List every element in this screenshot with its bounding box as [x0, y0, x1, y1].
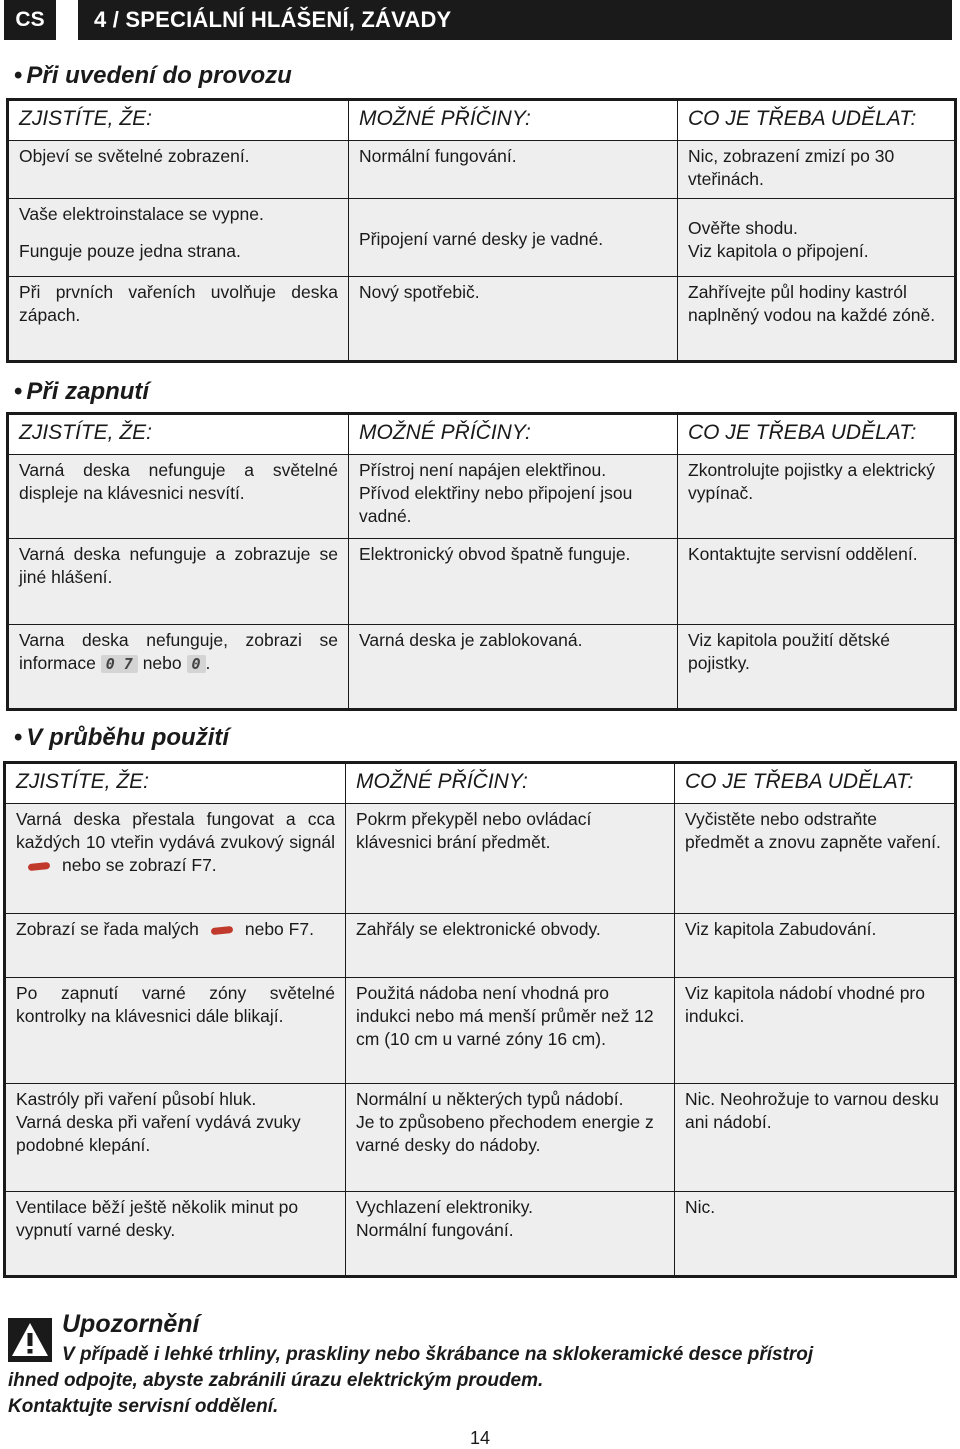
cell-cause: Použitá nádoba není vhodná pro indukci nebo má menší průměr než 12 cm (10 cm u varné zóny 16 cm). [346, 978, 675, 1084]
col-header-action: CO JE TŘEBA UDĚLAT: [675, 764, 955, 804]
cell-line: Přístroj není napájen elektřinou. [359, 460, 607, 480]
page-title: 4 / SPECIÁLNÍ HLÁŠENÍ, ZÁVADY [78, 0, 952, 40]
cell-found: Po zapnutí varné zóny světelné kontrolky na klávesnici dále blikají. [6, 978, 346, 1084]
col-header-found: ZJISTÍTE, ŽE: [9, 415, 349, 455]
warning-line: V případě i lehké trhliny, praskliny nebo škrábance na sklokeramické desce přístroj [62, 1344, 814, 1365]
display-code-07: 0 7 [101, 655, 138, 673]
cell-line: Je to způsobeno přechodem energie z varné desky do nádoby. [356, 1112, 654, 1155]
display-code-0: 0 [187, 655, 206, 673]
section-title-startup: • Při uvedení do provozu [14, 62, 292, 89]
table-header-row [9, 415, 955, 455]
cell-action: Viz kapitola Zabudování. [675, 914, 955, 978]
cell-cause [346, 1192, 675, 1276]
table-row [6, 1192, 955, 1276]
cell-line: Funguje pouze jedna strana. [19, 241, 241, 261]
cell-cause: Připojení varné desky je vadné. [349, 199, 678, 277]
cell-cause: Varná deska je zablokovaná. [349, 625, 678, 709]
cell-line: Varná deska při vaření vydává zvuky podobné klepání. [16, 1112, 301, 1155]
table-row [9, 539, 955, 625]
section-title-switch-on: • Při zapnutí [14, 378, 150, 405]
cell-line: Vaše elektroinstalace se vypne. [19, 204, 264, 224]
cell-line: Ověřte shodu. [688, 217, 798, 238]
cell-line: Přívod elektřiny nebo připojení jsou vadné. [359, 483, 633, 526]
table-row [6, 978, 955, 1084]
cell-line: Viz kapitola o připojení. [688, 240, 869, 261]
cell-line: Kastróly při vaření působí hluk. [16, 1089, 257, 1109]
col-header-found: ZJISTÍTE, ŽE: [9, 101, 349, 141]
cell-action: Viz kapitola použití dětské pojistky. [678, 625, 955, 709]
cell-found: Při prvních vařeních uvolňuje deska zápach. [9, 277, 349, 361]
cell-action: Zahřívejte půl hodiny kastról naplněný vodou na každé zóně. [678, 277, 955, 361]
section-title-during-use: • V průběhu použití [14, 724, 230, 751]
table-row [6, 1084, 955, 1192]
warning-line: Kontaktujte servisní oddělení. [8, 1396, 279, 1417]
cell-found [6, 1084, 346, 1192]
table-row [9, 625, 955, 709]
cell-cause: Pokrm překypěl nebo ovládací klávesnici brání předmět. [346, 804, 675, 914]
cell-line: Normální fungování. [356, 1220, 514, 1240]
cell-found: Varná deska nefunguje a světelné displeje na klávesnici nesvítí. [9, 455, 349, 539]
table-header-row [6, 764, 955, 804]
signal-dash-icon [28, 862, 51, 871]
warning-line: ihned odpojte, abyste zabránili úrazu elektrickým proudem. [8, 1370, 544, 1391]
cell-text: . [205, 653, 211, 673]
section-title-text: Při zapnutí [26, 378, 150, 405]
col-header-action: CO JE TŘEBA UDĚLAT: [678, 101, 955, 141]
table-row [9, 199, 955, 277]
col-header-action: CO JE TŘEBA UDĚLAT: [678, 415, 955, 455]
cell-found [6, 914, 346, 978]
cell-action: Nic, zobrazení zmizí po 30 vteřinách. [678, 141, 955, 199]
table-during-use [5, 763, 955, 1276]
cell-text: Varna deska nefunguje, zobrazi se informace [19, 630, 338, 673]
cell-cause: Nový spotřebič. [349, 277, 678, 361]
warning-text [8, 1342, 948, 1420]
cell-found: Varná deska nefunguje a zobrazuje se jiné hlášení. [9, 539, 349, 625]
cell-text: nebo se zobrazí F7. [62, 855, 217, 875]
cell-text: Zobrazí se řada malých [16, 919, 199, 939]
cell-action: Nic. [675, 1192, 955, 1276]
table-row [6, 804, 955, 914]
warning-title: Upozornění [62, 1310, 200, 1338]
table-header-row [9, 101, 955, 141]
col-header-found: ZJISTÍTE, ŽE: [6, 764, 346, 804]
cell-found [9, 199, 349, 277]
cell-cause: Zahřály se elektronické obvody. [346, 914, 675, 978]
cell-action: Kontaktujte servisní oddělení. [678, 539, 955, 625]
table-row [9, 277, 955, 361]
signal-dash-icon [211, 926, 234, 935]
cell-cause: Normální fungování. [349, 141, 678, 199]
table-row [9, 141, 955, 199]
col-header-causes: MOŽNÉ PŘÍČINY: [349, 101, 678, 141]
cell-text: Varná deska přestala fungovat a cca každých 10 vteřin vydává zvukový signál [16, 809, 335, 852]
cell-text: nebo [142, 653, 182, 673]
cell-cause [349, 455, 678, 539]
section-title-text: V průběhu použití [26, 724, 230, 751]
cell-text: nebo F7. [244, 919, 314, 939]
cell-line: Vychlazení elektroniky. [356, 1197, 534, 1217]
col-header-causes: MOŽNÉ PŘÍČINY: [349, 415, 678, 455]
table-switch-on [8, 414, 955, 709]
section-title-text: Při uvedení do provozu [26, 62, 292, 89]
table-row [9, 455, 955, 539]
cell-line: Normální u některých typů nádobí. [356, 1089, 624, 1109]
page-number: 14 [469, 1428, 491, 1448]
cell-action: Zkontrolujte pojistky a elektrický vypínač. [678, 455, 955, 539]
cell-action: Vyčistěte nebo odstraňte předmět a znovu zapněte vaření. [675, 804, 955, 914]
table-startup [8, 100, 955, 361]
cell-found [6, 804, 346, 914]
cell-found: Ventilace běží ještě několik minut po vypnutí varné desky. [6, 1192, 346, 1276]
table-row [6, 914, 955, 978]
cell-action: Nic. Neohrožuje to varnou desku ani nádobí. [675, 1084, 955, 1192]
cell-action: Viz kapitola nádobí vhodné pro indukci. [675, 978, 955, 1084]
col-header-causes: MOŽNÉ PŘÍČINY: [346, 764, 675, 804]
language-badge: CS [4, 0, 56, 40]
cell-found: Objeví se světelné zobrazení. [9, 141, 349, 199]
cell-action [678, 199, 955, 277]
cell-found [9, 625, 349, 709]
cell-cause [346, 1084, 675, 1192]
cell-cause: Elektronický obvod špatně funguje. [349, 539, 678, 625]
